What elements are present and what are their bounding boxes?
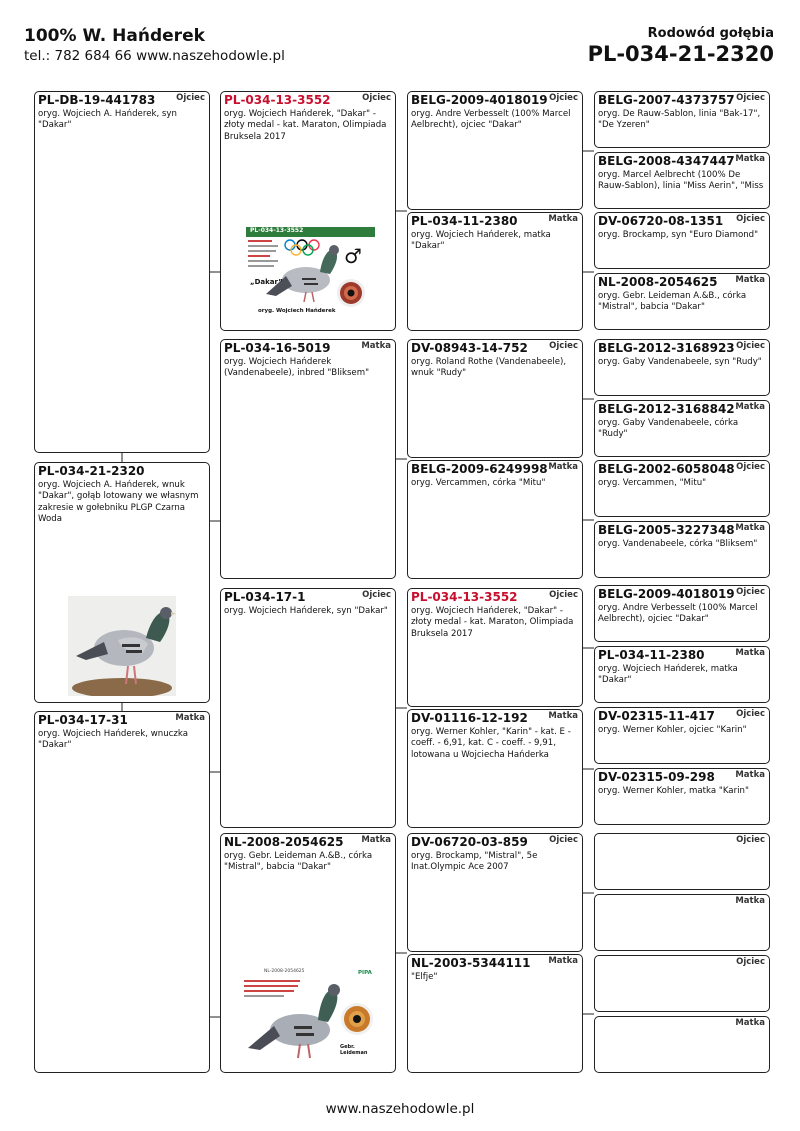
pigeon-description: oryg. Gaby Vandenabeele, córka "Rudy"	[598, 418, 739, 440]
ancestor-box[interactable]	[594, 212, 770, 269]
great-grandparent-box[interactable]	[407, 833, 583, 952]
pigeon-description: oryg. Gaby Vandenabeele, syn "Rudy"	[598, 357, 762, 367]
great-grandparent-box[interactable]	[407, 212, 583, 331]
ring-number: PL-034-16-5019	[224, 341, 331, 355]
ancestor-box[interactable]	[594, 707, 770, 764]
ring-number: NL-2008-2054625	[598, 275, 718, 289]
sex-label: Matka	[548, 214, 578, 224]
dakar-card-breeder: oryg. Wojciech Hańderek	[258, 308, 336, 314]
pigeon-description: oryg. Wojciech Hańderek, syn "Dakar"	[224, 606, 388, 616]
document-title: Rodowód gołębia	[647, 26, 774, 41]
sex-label: Ojciec	[176, 93, 205, 103]
sex-label: Ojciec	[736, 835, 765, 845]
ring-number: BELG-2005-3227348	[598, 523, 735, 537]
pigeon-icon	[246, 972, 346, 1060]
pipa-logo: PIPA	[358, 970, 372, 976]
footer-url: www.naszehodowle.pl	[325, 1101, 475, 1117]
owner-contact: tel.: 782 684 66 www.naszehodowle.pl	[24, 48, 285, 64]
dakar-card	[244, 226, 376, 318]
leideman-card	[242, 968, 376, 1064]
sex-label: Ojciec	[549, 590, 578, 600]
ring-number: DV-02315-09-298	[598, 770, 715, 784]
main-ring-number: PL-034-21-2320	[587, 42, 774, 66]
sex-label: Ojciec	[736, 93, 765, 103]
sex-label: Matka	[175, 713, 205, 723]
pigeon-description: oryg. De Rauw-Sablon, linia "Bak-17", "De Yzeren"	[598, 109, 761, 131]
sex-label: Matka	[361, 341, 391, 351]
sex-label: Matka	[735, 770, 765, 780]
pigeon-description: oryg. Wojciech Hańderek (Vandenabeele), inbred "Bliksem"	[224, 357, 370, 379]
pigeon-description: oryg. Marcel Aelbrecht (100% De Rauw-Sablon), linia "Miss Aerin", "Miss	[598, 170, 764, 192]
ring-number: DV-06720-08-1351	[598, 214, 724, 228]
sex-label: Ojciec	[736, 957, 765, 967]
pigeon-description: oryg. Vercammen, "Mitu"	[598, 478, 707, 488]
pigeon-description: oryg. Vercammen, córka "Mitu"	[411, 478, 546, 488]
sex-label: Matka	[735, 896, 765, 906]
great-grandparent-box[interactable]	[407, 91, 583, 210]
great-grandparent-box[interactable]	[407, 709, 583, 828]
ring-number: PL-034-13-3552	[224, 93, 331, 107]
sex-label: Ojciec	[549, 93, 578, 103]
ring-number: DV-01116-12-192	[411, 711, 528, 725]
ancestor-box[interactable]	[594, 1016, 770, 1073]
ring-number: BELG-2007-4373757	[598, 93, 735, 107]
pigeon-description: oryg. Andre Verbesselt (100% Marcel Aelbrecht), ojciec "Dakar"	[411, 109, 571, 131]
eye-icon	[336, 278, 366, 308]
ancestor-box[interactable]	[594, 894, 770, 951]
pigeon-description: oryg. Gebr. Leideman A.&B., córka "Mistral", babcia "Dakar"	[598, 291, 747, 313]
grandparent-box[interactable]	[220, 339, 396, 579]
ancestor-box[interactable]	[594, 91, 770, 148]
pigeon-description: oryg. Wojciech A. Hańderek, wnuk "Dakar", gołąb lotowany we własnym zakresie w gołebniku PLGP Czarna Woda	[38, 480, 199, 525]
subject-pigeon-photo	[68, 596, 176, 696]
ancestor-box[interactable]	[594, 955, 770, 1012]
pigeon-description: oryg. Werner Kohler, "Karin" - kat. E - coeff. - 6,91, kat. C - coeff. - 9,91, lotowana u Wojciecha Hańderka	[411, 727, 571, 760]
ring-number: PL-034-21-2320	[38, 464, 145, 478]
ancestor-box[interactable]	[594, 521, 770, 578]
ring-number: BELG-2012-3168923	[598, 341, 735, 355]
sex-label: Matka	[548, 956, 578, 966]
owner-name: 100% W. Hańderek	[24, 26, 205, 46]
ring-number: PL-034-11-2380	[411, 214, 518, 228]
ring-number: BELG-2012-3168842	[598, 402, 735, 416]
pigeon-description: oryg. Wojciech Hańderek, "Dakar" - złoty medal - kat. Maraton, Olimpiada Bruksela 2017	[411, 606, 574, 639]
eye-icon	[340, 1002, 374, 1036]
male-symbol-icon: ♂	[344, 244, 362, 268]
ring-number: BELG-2002-6058048	[598, 462, 735, 476]
ring-number: BELG-2009-4018019	[598, 587, 735, 601]
sex-label: Matka	[735, 523, 765, 533]
ancestor-box[interactable]	[594, 646, 770, 703]
ring-number: PL-034-13-3552	[411, 590, 518, 604]
sex-label: Matka	[735, 648, 765, 658]
pigeon-description: oryg. Werner Kohler, matka "Karin"	[598, 786, 749, 796]
sex-label: Ojciec	[736, 709, 765, 719]
dakar-card-name: „Dakar”	[250, 278, 283, 286]
pigeon-description: oryg. Werner Kohler, ojciec "Karin"	[598, 725, 747, 735]
pigeon-description: oryg. Andre Verbesselt (100% Marcel Aelbrecht), ojciec "Dakar"	[598, 603, 758, 625]
ancestor-box[interactable]	[594, 152, 770, 209]
dakar-card-ring: PL-034-13-3552	[250, 227, 304, 234]
ring-number: NL-2008-2054625	[224, 835, 344, 849]
sex-label: Matka	[735, 402, 765, 412]
great-grandparent-box[interactable]	[407, 460, 583, 579]
sex-label: Ojciec	[549, 835, 578, 845]
ancestor-box[interactable]	[594, 400, 770, 457]
sex-label: Ojciec	[736, 214, 765, 224]
ring-number: DV-08943-14-752	[411, 341, 528, 355]
sex-label: Ojciec	[549, 341, 578, 351]
great-grandparent-box[interactable]	[407, 339, 583, 458]
sex-label: Matka	[548, 711, 578, 721]
pigeon-description: oryg. Gebr. Leideman A.&B., córka "Mistral", babcia "Dakar"	[224, 851, 373, 873]
pigeon-description: oryg. Brockamp, "Mistral", 5e Inat.Olympic Ace 2007	[411, 851, 538, 873]
pigeon-description: oryg. Brockamp, syn "Euro Diamond"	[598, 230, 759, 240]
sex-label: Ojciec	[362, 93, 391, 103]
sex-label: Matka	[735, 1018, 765, 1028]
sex-label: Matka	[735, 154, 765, 164]
father-box[interactable]	[34, 91, 210, 453]
ring-number: DV-06720-03-859	[411, 835, 528, 849]
pigeon-description: oryg. Wojciech Hańderek, matka "Dakar"	[598, 664, 738, 686]
sex-label: Ojciec	[736, 587, 765, 597]
ancestor-box[interactable]	[594, 833, 770, 890]
pigeon-icon	[266, 238, 342, 304]
sex-label: Matka	[735, 275, 765, 285]
sex-label: Matka	[548, 462, 578, 472]
grandparent-box[interactable]	[220, 588, 396, 828]
ring-number: PL-034-17-31	[38, 713, 128, 727]
pigeon-description: oryg. Wojciech Hańderek, matka "Dakar"	[411, 230, 551, 252]
pigeon-description: "Elfje"	[411, 972, 438, 982]
ring-number: BELG-2008-4347447	[598, 154, 735, 168]
leideman-card-breeder: Gebr. Leideman	[340, 1044, 368, 1056]
sex-label: Matka	[361, 835, 391, 845]
ring-number: BELG-2009-6249998	[411, 462, 548, 476]
pigeon-description: oryg. Wojciech Hańderek, wnuczka "Dakar"	[38, 729, 188, 751]
pigeon-description: oryg. Vandenabeele, córka "Bliksem"	[598, 539, 758, 549]
great-grandparent-box[interactable]	[407, 954, 583, 1073]
ring-number: BELG-2009-4018019	[411, 93, 548, 107]
mother-box[interactable]	[34, 711, 210, 1073]
ancestor-box[interactable]	[594, 460, 770, 517]
pigeon-description: oryg. Wojciech A. Hańderek, syn "Dakar"	[38, 109, 177, 131]
ancestor-box[interactable]	[594, 768, 770, 825]
ring-number: PL-034-17-1	[224, 590, 306, 604]
pigeon-description: oryg. Wojciech Hańderek, "Dakar" - złoty medal - kat. Maraton, Olimpiada Bruksela 2017	[224, 109, 387, 142]
ancestor-box[interactable]	[594, 273, 770, 330]
leideman-card-label: NL-2008-2054625	[264, 969, 305, 974]
sex-label: Ojciec	[736, 341, 765, 351]
ring-number: DV-02315-11-417	[598, 709, 715, 723]
ring-number: PL-DB-19-441783	[38, 93, 156, 107]
ancestor-box[interactable]	[594, 585, 770, 642]
ring-number: NL-2003-5344111	[411, 956, 531, 970]
pigeon-description: oryg. Roland Rothe (Vandenabeele), wnuk "Rudy"	[411, 357, 567, 379]
great-grandparent-box[interactable]	[407, 588, 583, 707]
sex-label: Ojciec	[362, 590, 391, 600]
sex-label: Ojciec	[736, 462, 765, 472]
ring-number: PL-034-11-2380	[598, 648, 705, 662]
ancestor-box[interactable]	[594, 339, 770, 396]
